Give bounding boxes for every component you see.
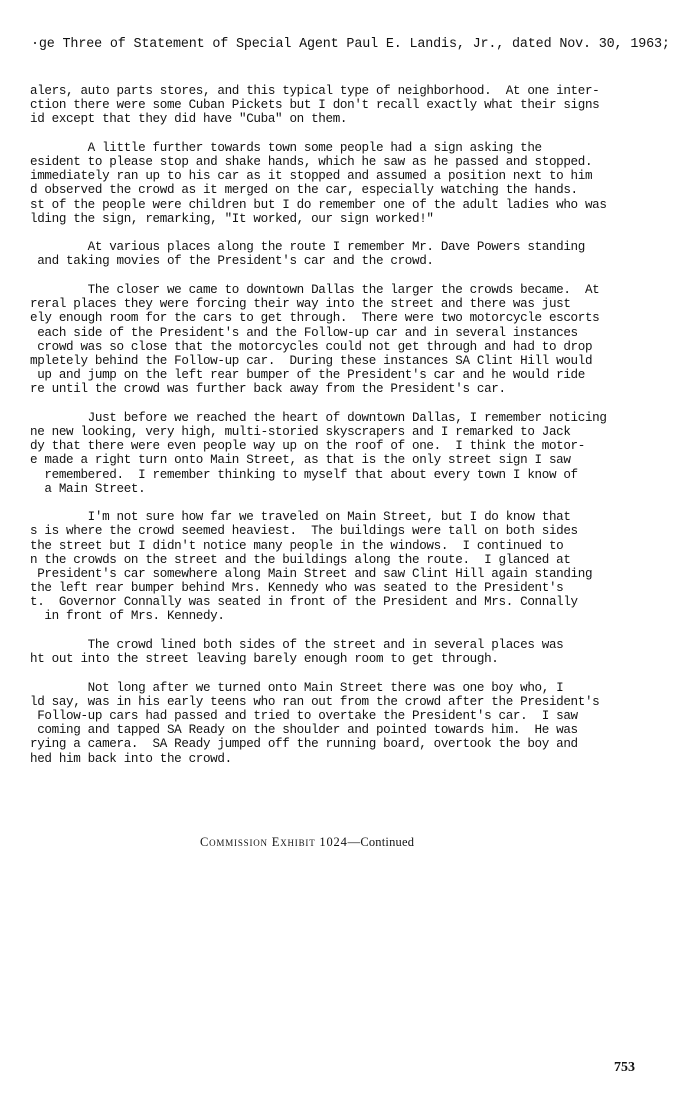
text-line: re until the crowd was further back away from the President's car. (30, 382, 506, 397)
exhibit-suffix: —Continued (347, 835, 415, 849)
text-line: the left rear bumper behind Mrs. Kennedy who was seated to the President's (30, 581, 564, 596)
text-line: hed him back into the crowd. (30, 751, 232, 766)
page-header: ·ge Three of Statement of Special Agent Paul E. Landis, Jr., dated Nov. 30, 1963; (31, 37, 670, 52)
statement-body (30, 84, 670, 780)
text-line: st of the people were children but I do remember one of the adult ladies who was (30, 197, 607, 212)
text-line: mpletely behind the Follow-up car. During these instances SA Clint Hill would (30, 353, 593, 368)
text-line: esident to please stop and shake hands, which he saw as he passed and stopped. (30, 155, 593, 170)
text-line: reral places they were forcing their way into the street and there was just (30, 297, 571, 312)
text-line: id except that they did have "Cuba" on them. (30, 112, 348, 127)
text-line: ction there were some Cuban Pickets but I don't recall exactly what their signs (30, 98, 600, 113)
text-line: lding the sign, remarking, "It worked, our sign worked!" (30, 211, 434, 226)
paragraph-7 (30, 638, 670, 666)
text-line: At various places along the route I remember Mr. Dave Powers standing (30, 240, 585, 255)
text-line: I'm not sure how far we traveled on Main Street, but I do know that (30, 510, 571, 525)
text-line: ht out into the street leaving barely enough room to get through. (30, 652, 499, 667)
text-line: crowd was so close that the motorcycles could not get through and had to drop (30, 339, 593, 354)
text-line: The crowd lined both sides of the street and in several places was (30, 637, 564, 652)
text-line: each side of the President's and the Follow-up car and in several instances (30, 325, 578, 340)
text-line: dy that there were even people way up on the roof of one. I think the motor- (30, 439, 585, 454)
page-number: 753 (614, 1060, 635, 1075)
text-line: d observed the crowd as it merged on the car, especially watching the hands. (30, 183, 578, 198)
text-line: s is where the crowd seemed heaviest. The buildings were tall on both sides (30, 524, 578, 539)
text-line: e made a right turn onto Main Street, as that is the only street sign I saw (30, 453, 571, 468)
text-line: Follow-up cars had passed and tried to overtake the President's car. I saw (30, 709, 578, 724)
text-line: a Main Street. (30, 481, 146, 496)
text-line: alers, auto parts stores, and this typical type of neighborhood. At one inter- (30, 84, 600, 98)
paragraph-1 (30, 84, 670, 127)
text-line: Just before we reached the heart of downtown Dallas, I remember noticing (30, 410, 607, 425)
text-line: ld say, was in his early teens who ran out from the crowd after the President's (30, 694, 600, 709)
text-line: President's car somewhere along Main Street and saw Clint Hill again standing (30, 566, 593, 581)
paragraph-8 (30, 681, 670, 766)
paragraph-2 (30, 141, 670, 226)
text-line: A little further towards town some people had a sign asking the (30, 140, 542, 155)
text-line: coming and tapped SA Ready on the shoulder and pointed towards him. He was (30, 723, 578, 738)
paragraph-6 (30, 510, 670, 624)
text-line: the street but I didn't notice many people in the windows. I continued to (30, 538, 564, 553)
paragraph-4 (30, 283, 670, 397)
text-line: n the crowds on the street and the buildings along the route. I glanced at (30, 552, 571, 567)
text-line: ely enough room for the cars to get through. There were two motorcycle escorts (30, 311, 600, 326)
exhibit-label: Commission Exhibit 1024 (200, 835, 348, 849)
text-line: ne new looking, very high, multi-storied skyscrapers and I remarked to Jack (30, 424, 571, 439)
paragraph-3 (30, 240, 670, 268)
text-line: and taking movies of the President's car and the crowd. (30, 254, 434, 269)
exhibit-caption (200, 835, 560, 850)
paragraph-5 (30, 411, 670, 496)
text-line: The closer we came to downtown Dallas the larger the crowds became. At (30, 282, 600, 297)
text-line: up and jump on the left rear bumper of the President's car and he would ride (30, 368, 585, 383)
text-line: immediately ran up to his car as it stopped and assumed a position next to him (30, 169, 593, 184)
text-line: Not long after we turned onto Main Street there was one boy who, I (30, 680, 564, 695)
text-line: rying a camera. SA Ready jumped off the running board, overtook the boy and (30, 737, 578, 752)
text-line: remembered. I remember thinking to myself that about every town I know of (30, 467, 578, 482)
text-line: in front of Mrs. Kennedy. (30, 609, 225, 624)
text-line: t. Governor Connally was seated in front of the President and Mrs. Connally (30, 595, 578, 610)
